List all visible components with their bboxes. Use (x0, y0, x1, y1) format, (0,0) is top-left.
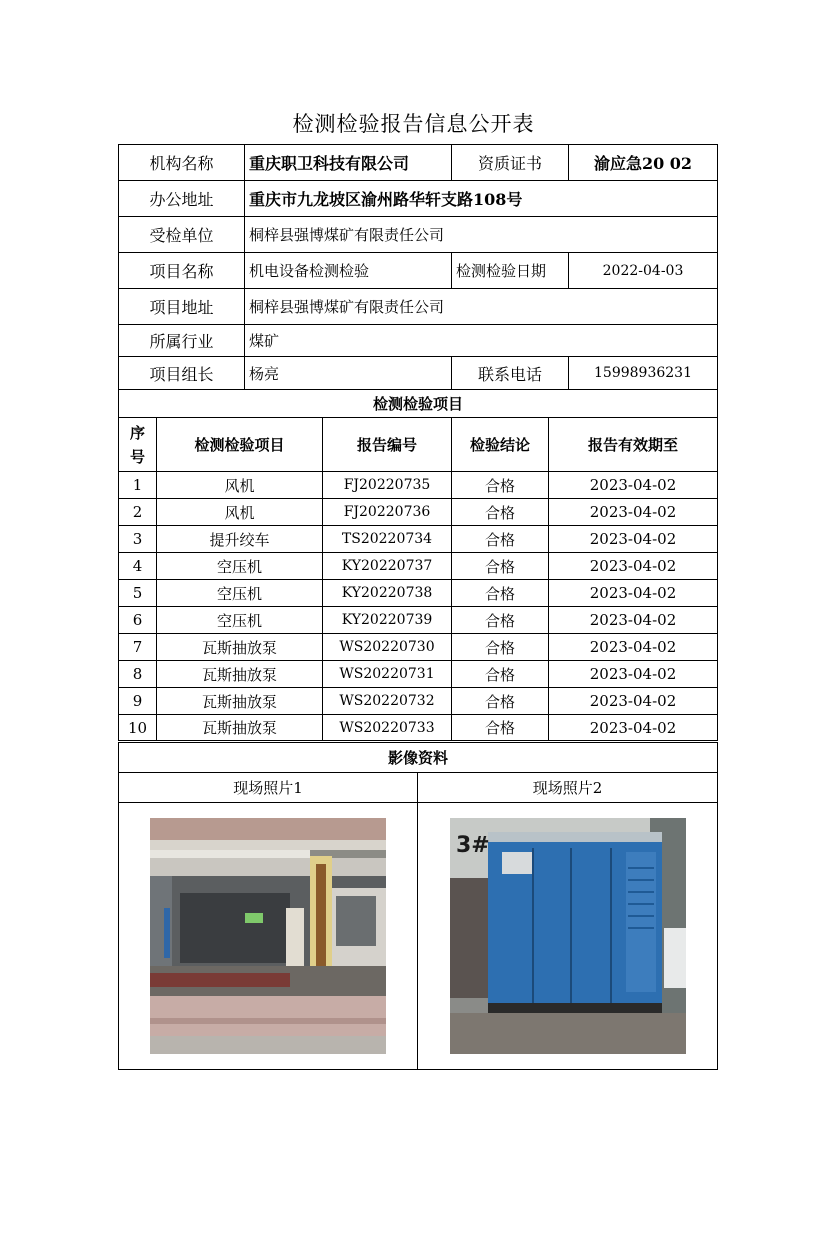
row-valid: 2023-04-02 (549, 499, 718, 526)
cert-value: 渝应急20 02 (569, 145, 718, 181)
project-value: 机电设备检测检验 (245, 253, 452, 289)
table-row (119, 607, 718, 634)
header-item: 检测检验项目 (157, 418, 323, 472)
row-no: 10 (119, 715, 157, 741)
photo2-marking: 3# (455, 833, 490, 858)
row-report: TS20220734 (323, 526, 452, 553)
project-label: 项目名称 (119, 253, 245, 289)
row-item: 瓦斯抽放泵 (157, 715, 323, 741)
table-row (119, 688, 718, 715)
project-address-label: 项目地址 (119, 289, 245, 325)
photo1-cell (119, 803, 418, 1070)
phone-label: 联系电话 (452, 357, 569, 390)
row-result: 合格 (452, 580, 549, 607)
row-result: 合格 (452, 607, 549, 634)
row-valid: 2023-04-02 (549, 526, 718, 553)
photo2-cell (418, 803, 718, 1070)
row-valid: 2023-04-02 (549, 634, 718, 661)
header-result: 检验结论 (452, 418, 549, 472)
row-no: 7 (119, 634, 157, 661)
row-no: 2 (119, 499, 157, 526)
table-row (119, 634, 718, 661)
row-report: KY20220737 (323, 553, 452, 580)
row-report: KY20220738 (323, 580, 452, 607)
row-item: 风机 (157, 499, 323, 526)
row-result: 合格 (452, 526, 549, 553)
header-valid: 报告有效期至 (549, 418, 718, 472)
row-no: 5 (119, 580, 157, 607)
row-report: WS20220731 (323, 661, 452, 688)
row-result: 合格 (452, 472, 549, 499)
row-valid: 2023-04-02 (549, 661, 718, 688)
table-row (119, 499, 718, 526)
row-valid: 2023-04-02 (549, 607, 718, 634)
row-no: 3 (119, 526, 157, 553)
table-row (119, 715, 718, 741)
info-table (118, 144, 718, 418)
table-row (119, 472, 718, 499)
date-value: 2022-04-03 (569, 253, 718, 289)
row-item: 瓦斯抽放泵 (157, 634, 323, 661)
row-result: 合格 (452, 661, 549, 688)
row-result: 合格 (452, 688, 549, 715)
row-result: 合格 (452, 553, 549, 580)
row-result: 合格 (452, 715, 549, 741)
site-photo-1 (150, 818, 386, 1054)
header-report: 报告编号 (323, 418, 452, 472)
row-no: 9 (119, 688, 157, 715)
site-photo-2 (450, 818, 686, 1054)
row-valid: 2023-04-02 (549, 715, 718, 741)
row-item: 空压机 (157, 580, 323, 607)
images-table (118, 742, 718, 1070)
client-value: 桐梓县强博煤矿有限责任公司 (245, 217, 718, 253)
industry-value: 煤矿 (245, 325, 718, 357)
row-valid: 2023-04-02 (549, 688, 718, 715)
row-item: 风机 (157, 472, 323, 499)
row-result: 合格 (452, 499, 549, 526)
row-item: 瓦斯抽放泵 (157, 688, 323, 715)
leader-value: 杨亮 (245, 357, 452, 390)
row-result: 合格 (452, 634, 549, 661)
row-valid: 2023-04-02 (549, 580, 718, 607)
page-title: 检测检验报告信息公开表 (292, 112, 535, 136)
table-row (119, 526, 718, 553)
row-item: 提升绞车 (157, 526, 323, 553)
items-section-title: 检测检验项目 (119, 390, 718, 418)
row-report: FJ20220735 (323, 472, 452, 499)
row-report: KY20220739 (323, 607, 452, 634)
org-name-label: 机构名称 (119, 145, 245, 181)
images-section-title: 影像资料 (119, 743, 718, 773)
row-valid: 2023-04-02 (549, 553, 718, 580)
photo1-label: 现场照片1 (119, 773, 418, 803)
row-no: 6 (119, 607, 157, 634)
header-no: 序 号 (119, 418, 157, 472)
row-report: WS20220730 (323, 634, 452, 661)
phone-value: 15998936231 (569, 357, 718, 390)
date-label: 检测检验日期 (452, 253, 569, 289)
row-report: WS20220732 (323, 688, 452, 715)
client-label: 受检单位 (119, 217, 245, 253)
row-item: 空压机 (157, 553, 323, 580)
address-value: 重庆市九龙坡区渝州路华轩支路108号 (245, 181, 718, 217)
cert-label: 资质证书 (452, 145, 569, 181)
row-no: 1 (119, 472, 157, 499)
row-no: 8 (119, 661, 157, 688)
row-valid: 2023-04-02 (549, 472, 718, 499)
leader-label: 项目组长 (119, 357, 245, 390)
org-name-value: 重庆职卫科技有限公司 (245, 145, 452, 181)
row-report: FJ20220736 (323, 499, 452, 526)
row-item: 瓦斯抽放泵 (157, 661, 323, 688)
project-address-value: 桐梓县强博煤矿有限责任公司 (245, 289, 718, 325)
photo2-label: 现场照片2 (418, 773, 718, 803)
table-row (119, 661, 718, 688)
table-row (119, 553, 718, 580)
row-no: 4 (119, 553, 157, 580)
address-label: 办公地址 (119, 181, 245, 217)
table-row (119, 580, 718, 607)
industry-label: 所属行业 (119, 325, 245, 357)
items-table (118, 417, 718, 741)
row-report: WS20220733 (323, 715, 452, 741)
row-item: 空压机 (157, 607, 323, 634)
